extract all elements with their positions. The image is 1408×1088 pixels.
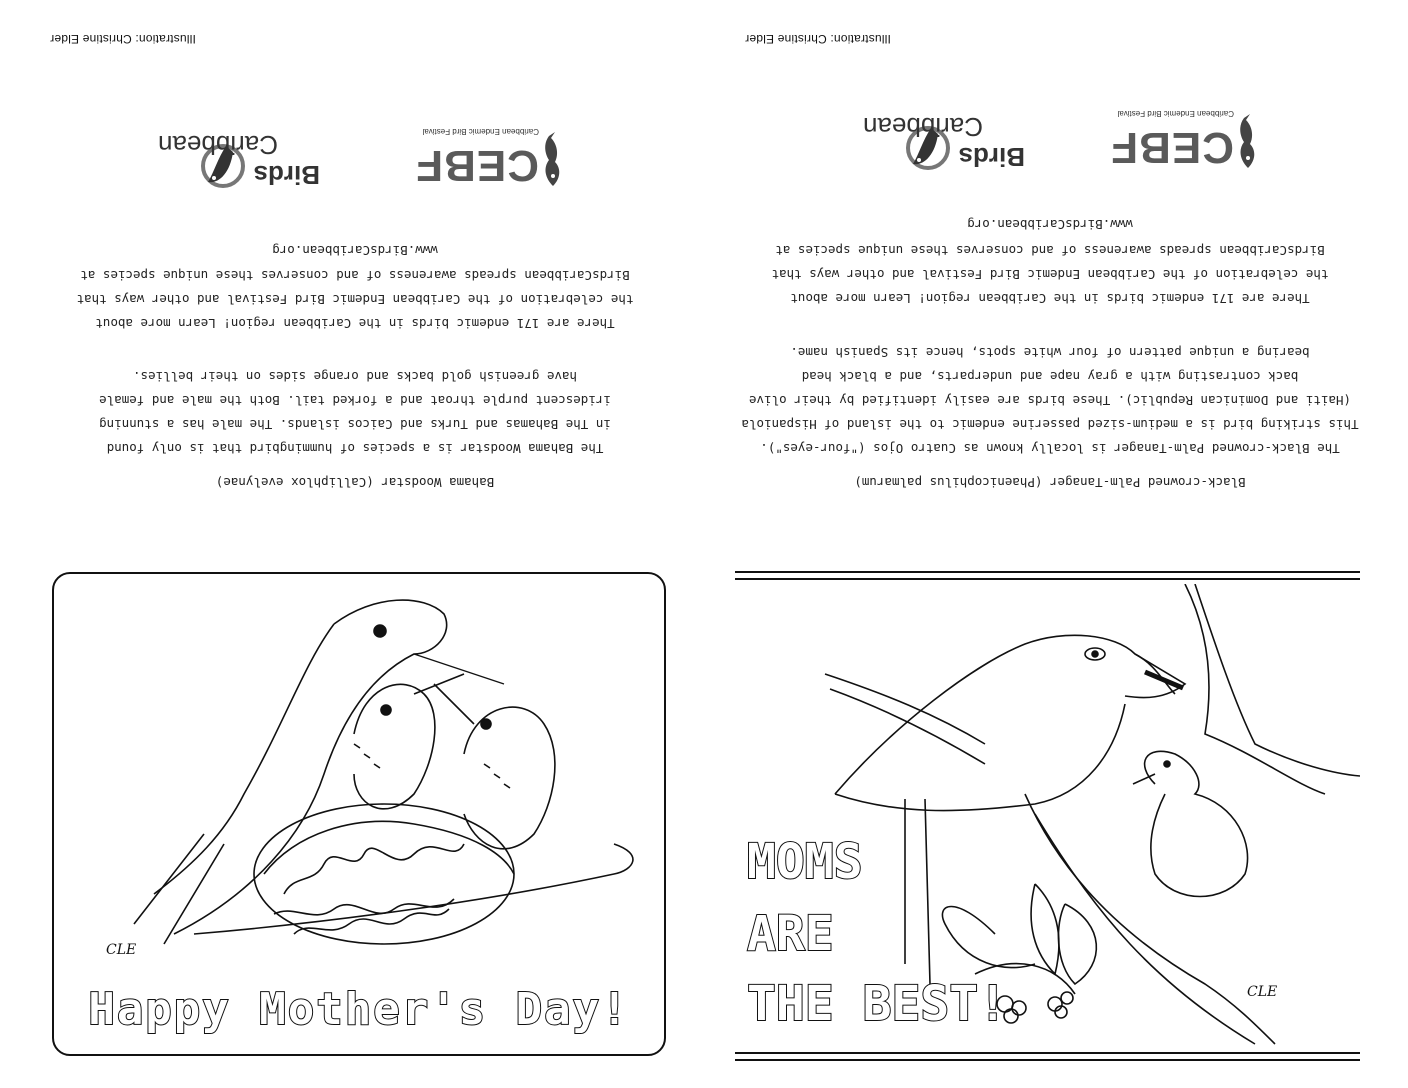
illustration-credit: Illustration: Christine Elder [745,32,891,46]
cebf-wordmark: CEBF [415,141,539,190]
moms-card-top-rule-2 [735,578,1360,580]
artist-signature: CLE [1247,984,1278,1000]
cebf-subtitle: Caribbean Endemic Bird Festival [422,127,539,136]
illustration-credit: Illustration: Christine Elder [50,32,196,46]
hummingbird-nest-illustration [54,574,664,974]
birdscaribbean-logo [825,92,1025,172]
website-url: www.BirdsCaribbean.org [967,217,1133,232]
birdscaribbean-logo [120,110,320,190]
moms-card-top-rule [735,571,1360,573]
left-info-panel [40,20,670,490]
right-info-panel [735,20,1365,490]
species-title: Black-crowned Palm-Tanager (Phaenicophilus palmarum) [854,475,1246,490]
birdscaribbean-word1: Birds [253,160,320,190]
birdscaribbean-word2: Caribbean [158,130,278,160]
mothers-day-card [52,572,666,1056]
card-title: Happy Mother's Day! [88,984,630,1035]
cebf-logo [1090,82,1260,172]
moms-card-bottom-rule-2 [735,1059,1360,1061]
info-paragraph: There are 171 endemic birds in the Caribbean region! Learn more about the celebration of the Caribbean Endemic Bird Festival and other ways that BirdsCaribbean spreads awareness of and conserves these unique species at [76,268,634,331]
cebf-logo [395,100,565,190]
birdscaribbean-word2: Caribbean [863,112,983,142]
moms-card-bottom-rule [735,1052,1360,1054]
cebf-wordmark: CEBF [1110,123,1234,172]
artist-signature: CLE [106,942,137,958]
card-line-1: MOMS [747,834,863,890]
cebf-subtitle: Caribbean Endemic Bird Festival [1117,109,1234,118]
moms-are-the-best-card [735,584,1360,1050]
description-paragraph: The Black-crowned Palm-Tanager is locally known as Cuatro Ojos ("four-eyes"). This striking bird is a medium-sized passerine endemic to the island of Hispaniola (Haiti and Dominican Republic). These birds are easily identified by their olive back contrasting with a gray nape and underparts, and a black head bearing a unique pattern of four white spots, hence its Spanish name. [741,345,1359,456]
website-url: www.BirdsCaribbean.org [272,243,438,258]
cebf-bird-icon [541,130,565,188]
card-line-2: ARE [747,906,834,962]
birdscaribbean-word1: Birds [958,142,1025,172]
card-line-3: THE BEST! [747,976,1008,1032]
info-paragraph: There are 171 endemic birds in the Caribbean region! Learn more about the celebration of the Caribbean Endemic Bird Festival and other ways that BirdsCaribbean spreads awareness of and conserves these unique species at [771,243,1329,306]
species-title: Bahama Woodstar (Calliphlox evelynae) [215,475,495,490]
description-paragraph: The Bahama Woodstar is a species of hummingbird that is only found in The Bahamas and Turks and Caicos islands. The male has a stunning iridescent purple throat and a forked tail. Both the male and female have greenish gold backs and orange sides on their bellies. [99,369,611,456]
cebf-bird-icon [1236,112,1260,170]
